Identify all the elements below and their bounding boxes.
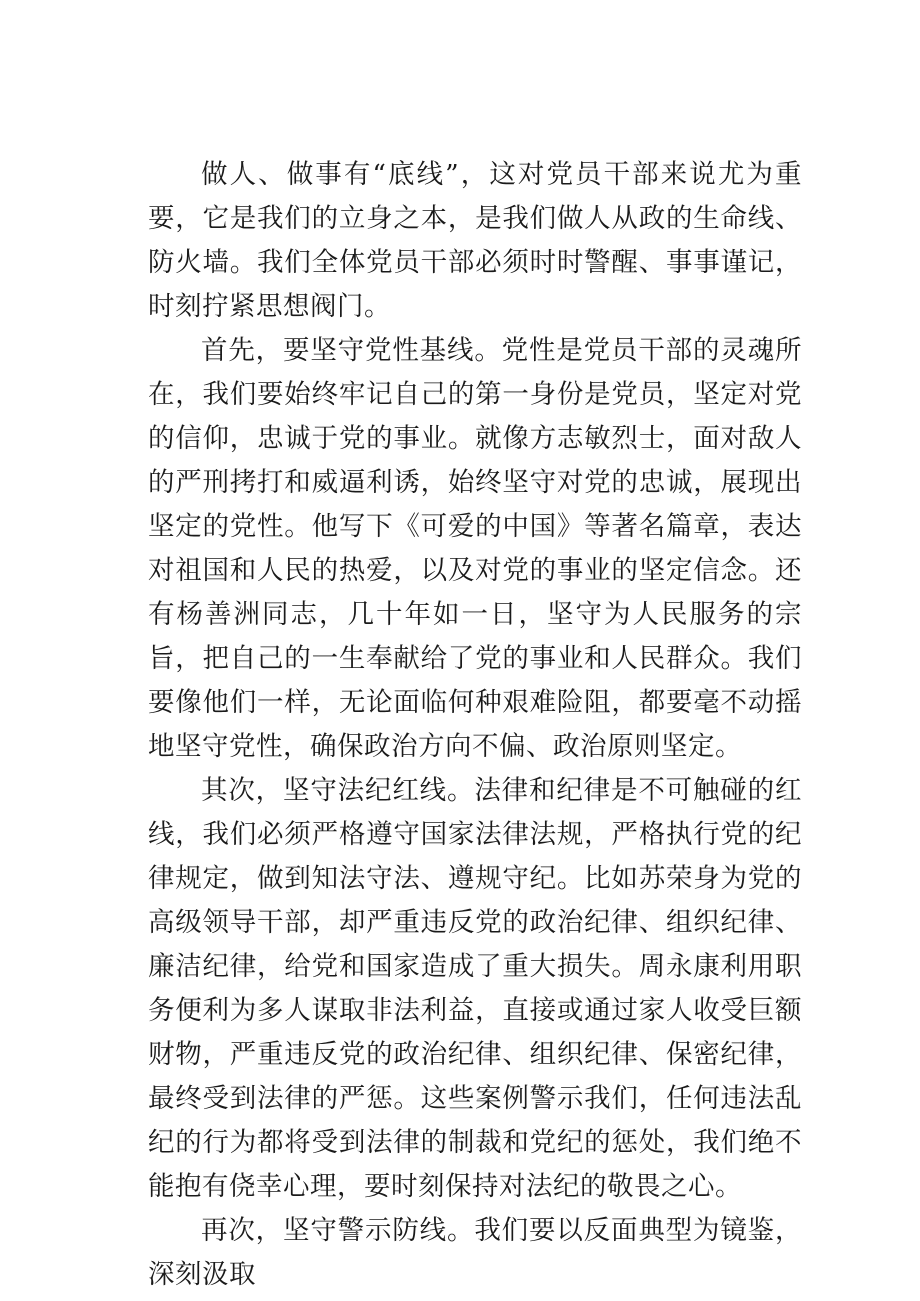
paragraph-law-discipline: 其次，坚守法纪红线。法律和纪律是不可触碰的红线，我们必须严格遵守国家法律法规，严格执行党的纪律规定，做到知法守法、遵规守纪。比如苏荣身为党的高级领导干部，却严重违反党的政治纪律、组织纪律、廉洁纪律，给党和国家造成了重大损失。周永康利用职务便利为多人谋取非法利益，直接或通过家人收受巨额财物，严重违反党的政治纪律、组织纪律、保密纪律，最终受到法律的严惩。这些案例警示我们，任何违法乱纪的行为都将受到法律的制裁和党纪的惩处，我们绝不能抱有侥幸心理，要时刻保持对法纪的敬畏之心。 bbox=[148, 775, 802, 1202]
paragraph-intro: 做人、做事有“底线”，这对党员干部来说尤为重要，它是我们的立身之本，是我们做人从政的生命线、防火墙。我们全体党员干部必须时时警醒、事事谨记，时刻拧紧思想阀门。 bbox=[148, 159, 802, 322]
paragraph-party-spirit: 首先，要坚守党性基线。党性是党员干部的灵魂所在，我们要始终牢记自己的第一身份是党员，坚定对党的信仰，忠诚于党的事业。就像方志敏烈士，面对敌人的严刑拷打和威逼利诱，始终坚守对党的忠诚，展现出坚定的党性。他写下《可爱的中国》等著名篇章，表达对祖国和人民的热爱，以及对党的事业的坚定信念。还有杨善洲同志，几十年如一日，坚守为人民服务的宗旨，把自己的一生奉献给了党的事业和人民群众。我们要像他们一样，无论面临何种艰难险阻，都要毫不动摇地坚守党性，确保政治方向不偏、政治原则坚定。 bbox=[148, 335, 802, 762]
document-body bbox=[148, 153, 802, 1297]
paragraph-warning: 再次，坚守警示防线。我们要以反面典型为镜鉴，深刻汲取 bbox=[148, 1215, 802, 1290]
